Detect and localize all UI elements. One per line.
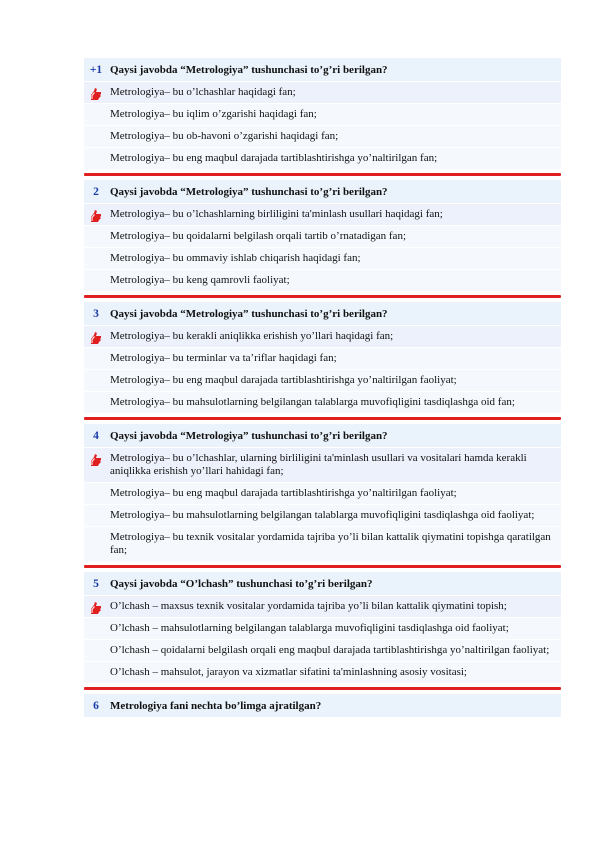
answer-text: Metrologiya– bu texnik vositalar yordamida tajriba yo’li bilan kattalik qiymatini topishga qaratilgan fan;: [110, 531, 551, 556]
answer-option-correct[interactable]: [84, 82, 561, 104]
question-block: [84, 58, 561, 176]
question-row: [84, 302, 561, 326]
answer-marker-cell: [84, 505, 108, 510]
question-block: [84, 180, 561, 298]
answer-option[interactable]: [84, 270, 561, 292]
question-number: 5: [93, 578, 99, 590]
answer-option-correct[interactable]: [84, 326, 561, 348]
answer-option[interactable]: [84, 527, 561, 562]
answer-text: Metrologiya– bu kerakli aniqlikka erishish yo’llari haqidagi fan;: [110, 330, 394, 342]
answer-option[interactable]: [84, 148, 561, 170]
answer-text: Metrologiya– bu eng maqbul darajada tartiblashtirishga yo’naltirilgan fan;: [110, 152, 438, 164]
answer-marker-cell: [84, 270, 108, 275]
question-text: Metrologiya fani nechta bo’limga ajratilgan?: [110, 700, 322, 712]
question-number: 3: [93, 308, 99, 320]
answer-option[interactable]: [84, 618, 561, 640]
question-block: [84, 424, 561, 568]
answer-text: Metrologiya– bu mahsulotlarning belgilangan talablarga muvofiqligini tasdiqlashga oid faoliyat;: [110, 509, 535, 521]
answer-option[interactable]: [84, 640, 561, 662]
answer-text: Metrologiya– bu qoidalarni belgilash orqali tartib o’rnatadigan fan;: [110, 230, 406, 242]
question-separator: [84, 687, 561, 690]
question-block: [84, 694, 561, 718]
answer-marker-cell: [84, 248, 108, 253]
answer-marker-cell: [84, 618, 108, 623]
question-text: Qaysi javobda “Metrologiya” tushunchasi to’g’ri berilgan?: [110, 64, 388, 76]
question-text: Qaysi javobda “Metrologiya” tushunchasi to’g’ri berilgan?: [110, 186, 388, 198]
question-separator: [84, 173, 561, 176]
answer-text: Metrologiya– bu o’lchashlar, ularning birliligini ta'minlash usullari va vositalari hamda kerakli aniqlikka erishish yo’llari hahidagi fan;: [110, 452, 527, 477]
answer-marker-cell: [84, 448, 108, 467]
answer-option[interactable]: [84, 104, 561, 126]
pointing-hand-icon: [89, 601, 103, 615]
answer-text: Metrologiya– bu ob-havoni o’zgarishi haqidagi fan;: [110, 130, 339, 142]
question-number: +1: [89, 64, 103, 76]
answer-marker-cell: [84, 82, 108, 101]
answer-marker-cell: [84, 662, 108, 667]
pointing-hand-icon: [89, 87, 103, 101]
answer-marker-cell: [84, 104, 108, 109]
question-row: [84, 694, 561, 718]
answer-option-correct[interactable]: [84, 596, 561, 618]
answer-marker-cell: [84, 640, 108, 645]
question-text: Qaysi javobda “Metrologiya” tushunchasi to’g’ri berilgan?: [110, 308, 388, 320]
pointing-hand-icon: [89, 331, 103, 345]
question-number: 4: [93, 430, 99, 442]
answer-text: Metrologiya– bu o’lchashlar haqidagi fan;: [110, 86, 296, 98]
answer-option-correct[interactable]: [84, 204, 561, 226]
answer-marker-cell: [84, 527, 108, 532]
answer-marker-cell: [84, 326, 108, 345]
answer-option-correct[interactable]: [84, 448, 561, 483]
question-text: Qaysi javobda “Metrologiya” tushunchasi to’g’ri berilgan?: [110, 430, 388, 442]
pointing-hand-icon: [89, 453, 103, 467]
question-block: [84, 302, 561, 420]
answer-text: Metrologiya– bu o’lchashlarning birliligini ta'minlash usullari haqidagi fan;: [110, 208, 443, 220]
answer-option[interactable]: [84, 662, 561, 684]
answer-marker-cell: [84, 348, 108, 353]
answer-text: O’lchash – mahsulot, jarayon va xizmatlar sifatini ta'minlashning asosiy vositasi;: [110, 666, 467, 678]
answer-option[interactable]: [84, 226, 561, 248]
question-number: 2: [93, 186, 99, 198]
answer-marker-cell: [84, 226, 108, 231]
answer-option[interactable]: [84, 348, 561, 370]
answer-option[interactable]: [84, 392, 561, 414]
question-block: [84, 572, 561, 690]
question-row: [84, 424, 561, 448]
answer-marker-cell: [84, 204, 108, 223]
answer-option[interactable]: [84, 505, 561, 527]
answer-marker-cell: [84, 370, 108, 375]
question-separator: [84, 417, 561, 420]
answer-text: Metrologiya– bu ommaviy ishlab chiqarish haqidagi fan;: [110, 252, 361, 264]
answer-marker-cell: [84, 392, 108, 397]
answer-marker-cell: [84, 596, 108, 615]
answer-marker-cell: [84, 148, 108, 153]
answer-text: O’lchash – mahsulotlarning belgilangan talablarga muvofiqligini tasdiqlashga oid faoliyat;: [110, 622, 509, 634]
answer-text: Metrologiya– bu keng qamrovli faoliyat;: [110, 274, 290, 286]
question-separator: [84, 295, 561, 298]
answer-marker-cell: [84, 483, 108, 488]
question-row: [84, 180, 561, 204]
question-text: Qaysi javobda “O’lchash” tushunchasi to’g’ri berilgan?: [110, 578, 373, 590]
answer-text: Metrologiya– bu mahsulotlarning belgilangan talablarga muvofiqligini tasdiqlashga oid fan;: [110, 396, 515, 408]
answer-text: Metrologiya– bu terminlar va ta’riflar haqidagi fan;: [110, 352, 337, 364]
question-row: [84, 58, 561, 82]
answer-option[interactable]: [84, 248, 561, 270]
answer-text: O’lchash – maxsus texnik vositalar yordamida tajriba yo’li bilan kattalik qiymatini topish;: [110, 600, 507, 612]
answer-marker-cell: [84, 126, 108, 131]
answer-option[interactable]: [84, 126, 561, 148]
answer-option[interactable]: [84, 370, 561, 392]
answer-option[interactable]: [84, 483, 561, 505]
answer-text: Metrologiya– bu eng maqbul darajada tartiblashtirishga yo’naltirilgan faoliyat;: [110, 487, 457, 499]
question-separator: [84, 565, 561, 568]
answer-text: O’lchash – qoidalarni belgilash orqali eng maqbul darajada tartiblashtirishga yo’naltirilgan faoliyat;: [110, 644, 550, 656]
question-row: [84, 572, 561, 596]
pointing-hand-icon: [89, 209, 103, 223]
question-number: 6: [93, 700, 99, 712]
quiz-list: [84, 58, 561, 718]
answer-text: Metrologiya– bu iqlim o’zgarishi haqidagi fan;: [110, 108, 317, 120]
answer-text: Metrologiya– bu eng maqbul darajada tartiblashtirishga yo’naltirilgan faoliyat;: [110, 374, 457, 386]
